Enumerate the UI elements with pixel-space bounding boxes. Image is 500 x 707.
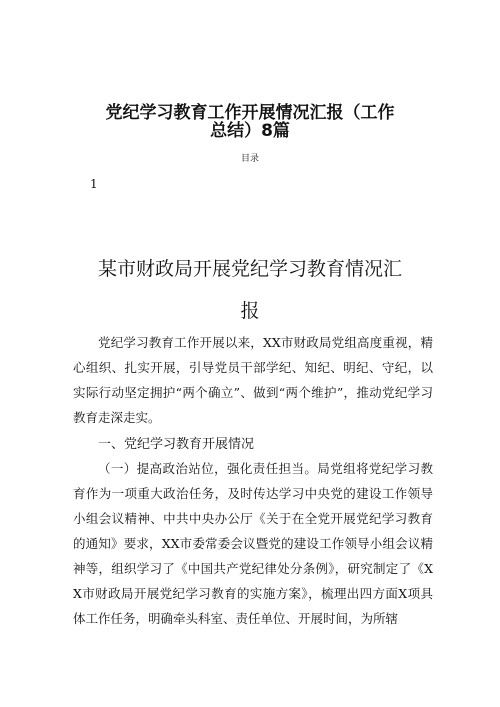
body-paragraph: （一）提高政治站位，强化责任担当。局党组将党纪学习教育作为一项重大政治任务，及时传达学习中央党的建设工作领导小组会议精神、中共中央办公厅《关于在全党开展党纪学习教育的通知》要求，XX市委常委会议暨党的建设工作领导小组会议精神等，组织学习了《中国共产党纪律处分条例》，研究制定了《XX市财政局开展党纪学习教育的实施方案》，梳理出四方面X项具体工作任务，明确牵头科室、责任单位、开展时间，为所辖: [73, 461, 433, 626]
document-title-line-1: 党纪学习教育工作开展情况汇报（工作: [105, 103, 395, 123]
heading-level-1: 一、党纪学习教育开展情况: [98, 437, 255, 452]
section-title-line-2: 报: [240, 300, 260, 322]
section-title-line-1: 某市财政局开展党纪学习教育情况汇: [97, 258, 402, 280]
toc-label: 目录: [240, 154, 259, 164]
document-title-line-2: 总结）8篇: [210, 121, 290, 141]
toc-entry-number: 1: [90, 177, 98, 191]
intro-paragraph: 党纪学习教育工作开展以来，XX市财政局党组高度重视，精心组织、扎实开展，引导党员干部学纪、知纪、明纪、守纪，以实际行动坚定拥护“两个确立”、做到“两个维护”，推动党纪学习教育走深走实。: [73, 335, 433, 425]
